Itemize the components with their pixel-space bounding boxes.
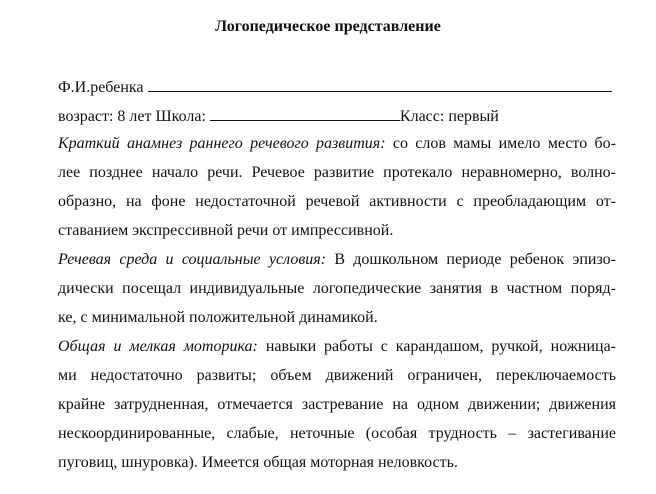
anamnesis-heading: Краткий анамнез раннего речевого развития: (58, 135, 386, 152)
child-name-line (58, 76, 616, 98)
child-name-label: Ф.И.ребенка (58, 79, 144, 96)
document-title: Логопедическое представление (215, 18, 441, 35)
anamnesis-text-1: со слов мамы имело место бо- (392, 135, 617, 152)
motor-line-5: пуговиц, шнуровка). Имеется общая моторная неловкость. (58, 454, 458, 471)
motor-line-1 (58, 337, 616, 357)
child-name-blank (148, 76, 612, 92)
school-blank (210, 105, 400, 121)
environment-text-1: В дошкольном периоде ребенок эпизо- (334, 251, 616, 268)
anamnesis-line-4: ставанием экспрессивной речи от импрессивной. (58, 222, 394, 239)
motor-line-4: нескоординированные, слабые, неточные (особая трудность – застегивание (58, 425, 616, 442)
motor-line-3: крайне затрудненная, отмечается застревание на одном движении; движения (58, 396, 616, 413)
environment-heading: Речевая среда и социальные условия: (58, 251, 327, 268)
environment-line-2: дически посещал индивидуальные логопедические занятия в частном поряд- (58, 280, 616, 297)
motor-heading: Общая и мелкая моторика: (58, 338, 258, 355)
age-school-label: возраст: 8 лет Школа: (58, 108, 206, 125)
age-school-class-line (58, 105, 616, 127)
motor-line-2: ми недостаточно развиты; объем движений ограничен, переключаемость (58, 367, 616, 384)
environment-line-1 (58, 250, 616, 270)
environment-line-3: ке, с минимальной положительной динамикой. (58, 309, 378, 326)
class-label: Класс: первый (399, 108, 499, 125)
anamnesis-line-1 (58, 134, 616, 154)
anamnesis-line-3: образно, на фоне недостаточной речевой активности с преобладающим от- (58, 193, 616, 210)
anamnesis-line-2: лее позднее начало речи. Речевое развитие протекало неравномерно, волно- (58, 164, 616, 181)
motor-text-1: навыки работы с карандашом, ручкой, ножница- (265, 338, 617, 355)
